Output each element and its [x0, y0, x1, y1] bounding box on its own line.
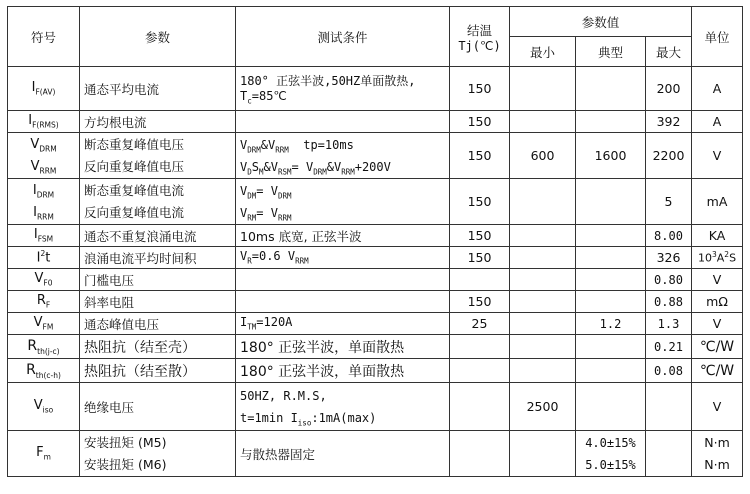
tj-cell: 150: [450, 67, 510, 111]
param-cell: 浪涌电流平均时间积: [80, 247, 236, 269]
condition-cell: 与散热器固定: [236, 431, 450, 477]
header-unit: 单位: [692, 7, 743, 67]
header-temp: [450, 7, 510, 67]
symbol-cell: $I_{F(RMS)}$: [8, 111, 80, 133]
min-cell: [510, 179, 576, 225]
unit-cell: V: [692, 269, 743, 291]
param-cell: 通态平均电流: [80, 67, 236, 111]
header-min: 最小: [510, 37, 576, 67]
table-row: [8, 67, 743, 111]
min-cell: 600: [510, 133, 576, 179]
table-row: [8, 313, 743, 335]
tj-cell: 150: [450, 111, 510, 133]
symbol-cell: $I^2t$: [8, 247, 80, 269]
typ-cell: [576, 383, 646, 431]
condition-cell: $I_{TM}=120A$: [236, 313, 450, 335]
condition-cell: 10ms 底宽, 正弦半波: [236, 225, 450, 247]
param-cell: 绝缘电压: [80, 383, 236, 431]
param-cell: 门槛电压: [80, 269, 236, 291]
min-cell: [510, 291, 576, 313]
symbol-cell: $V_{F0}$: [8, 269, 80, 291]
table-row: [8, 431, 743, 477]
max-cell: 0.80: [646, 269, 692, 291]
table-row: [8, 359, 743, 383]
unit-cell: V: [692, 383, 743, 431]
min-cell: 2500: [510, 383, 576, 431]
header-typ: 典型: [576, 37, 646, 67]
unit-cell: mΩ: [692, 291, 743, 313]
tj-cell: 150: [450, 247, 510, 269]
condition-cell: 180° 正弦半波，单面散热: [236, 359, 450, 383]
condition-cell: 50HZ, R.M.S, t=1min $I_{iso}:1mA(\max)$: [236, 383, 450, 431]
typ-cell: [576, 291, 646, 313]
symbol-cell: $I_{DRM}$ $I_{RRM}$: [8, 179, 80, 225]
max-cell: 0.88: [646, 291, 692, 313]
symbol-cell: $R_{th(c-h)}$: [8, 359, 80, 383]
condition-cell: $V_R=0.6$ $V_{RRM}$: [236, 247, 450, 269]
tj-cell: [450, 269, 510, 291]
symbol-cell: $I_{FSM}$: [8, 225, 80, 247]
min-cell: [510, 431, 576, 477]
tj-cell: [450, 335, 510, 359]
param-cell: 通态峰值电压: [80, 313, 236, 335]
symbol-cell: $V_{DRM}$ $V_{RRM}$: [8, 133, 80, 179]
tj-cell: [450, 383, 510, 431]
min-cell: [510, 359, 576, 383]
condition-cell: $V_{DRM}\&V_{RRM}$ tp=10ms $V_DS_M\&V_{RSM}=$ $V_{DRM}\&V_{RRM}+200V$: [236, 133, 450, 179]
min-cell: [510, 247, 576, 269]
unit-cell: ℃/W: [692, 359, 743, 383]
max-cell: [646, 383, 692, 431]
max-cell: 326: [646, 247, 692, 269]
header-values: 参数值: [510, 7, 692, 37]
typ-cell: [576, 335, 646, 359]
param-cell: 断态重复峰值电流 反向重复峰值电流: [80, 179, 236, 225]
max-cell: 0.21: [646, 335, 692, 359]
header-parameter: 参数: [80, 7, 236, 67]
param-cell: 通态不重复浪涌电流: [80, 225, 236, 247]
param-cell: 斜率电阻: [80, 291, 236, 313]
symbol-cell: $V_{iso}$: [8, 383, 80, 431]
condition-cell: 180° 正弦半波，单面散热: [236, 335, 450, 359]
table-row: [8, 335, 743, 359]
tj-cell: 150: [450, 225, 510, 247]
tj-cell: 150: [450, 291, 510, 313]
symbol-cell: $R_F$: [8, 291, 80, 313]
param-cell: 安装扭矩 (M5) 安装扭矩 (M6): [80, 431, 236, 477]
max-cell: 5: [646, 179, 692, 225]
unit-cell: A: [692, 111, 743, 133]
tj-cell: [450, 431, 510, 477]
typ-cell: [576, 111, 646, 133]
table-row: [8, 269, 743, 291]
param-cell: 热阻抗（结至壳）: [80, 335, 236, 359]
symbol-cell: $F_m$: [8, 431, 80, 477]
unit-cell: ℃/W: [692, 335, 743, 359]
header-symbol: 符号: [8, 7, 80, 67]
header-row-1: [8, 7, 743, 37]
typ-cell: [576, 359, 646, 383]
max-cell: 1.3: [646, 313, 692, 335]
param-cell: 断态重复峰值电压 反向重复峰值电压: [80, 133, 236, 179]
unit-cell: A: [692, 67, 743, 111]
header-temp-top: 结温: [466, 22, 492, 38]
max-cell: 0.08: [646, 359, 692, 383]
tj-cell: 150: [450, 179, 510, 225]
condition-cell: [236, 291, 450, 313]
tj-cell: [450, 359, 510, 383]
table-row: [8, 225, 743, 247]
table-row: [8, 247, 743, 269]
typ-cell: [576, 67, 646, 111]
table-row: [8, 133, 743, 179]
condition-cell: $V_{DM}= V_{DRM}$ $V_{RM}= V_{RRM}$: [236, 179, 450, 225]
typ-cell: [576, 247, 646, 269]
header-condition: 测试条件: [236, 7, 450, 67]
condition-cell: [236, 269, 450, 291]
table-row: [8, 179, 743, 225]
header-temp-bottom: Tj(℃): [458, 38, 501, 53]
param-cell: 热阻抗（结至散）: [80, 359, 236, 383]
table-row: [8, 291, 743, 313]
min-cell: [510, 313, 576, 335]
typ-cell: 1.2: [576, 313, 646, 335]
unit-cell: $10^3A^2S$: [692, 247, 743, 269]
symbol-cell: $I_{F(AV)}$: [8, 67, 80, 111]
min-cell: [510, 335, 576, 359]
table-row: [8, 111, 743, 133]
typ-cell: 4.0±15% 5.0±15%: [576, 431, 646, 477]
unit-cell: V: [692, 133, 743, 179]
max-cell: 2200: [646, 133, 692, 179]
typ-cell: 1600: [576, 133, 646, 179]
tj-cell: 25: [450, 313, 510, 335]
tj-cell: 150: [450, 133, 510, 179]
param-cell: 方均根电流: [80, 111, 236, 133]
header-max: 最大: [646, 37, 692, 67]
symbol-cell: $R_{th(j-c)}$: [8, 335, 80, 359]
typ-cell: [576, 225, 646, 247]
min-cell: [510, 111, 576, 133]
min-cell: [510, 269, 576, 291]
spec-table: [7, 6, 743, 477]
max-cell: 8.00: [646, 225, 692, 247]
min-cell: [510, 225, 576, 247]
condition-cell: [236, 111, 450, 133]
max-cell: [646, 431, 692, 477]
unit-cell: KA: [692, 225, 743, 247]
condition-cell: 180° 正弦半波,50HZ单面散热, $T_c=85℃$: [236, 67, 450, 111]
unit-cell: V: [692, 313, 743, 335]
typ-cell: [576, 269, 646, 291]
unit-cell: N·m N·m: [692, 431, 743, 477]
unit-cell: mA: [692, 179, 743, 225]
typ-cell: [576, 179, 646, 225]
max-cell: 392: [646, 111, 692, 133]
symbol-cell: $V_{FM}$: [8, 313, 80, 335]
max-cell: 200: [646, 67, 692, 111]
table-row: [8, 383, 743, 431]
min-cell: [510, 67, 576, 111]
